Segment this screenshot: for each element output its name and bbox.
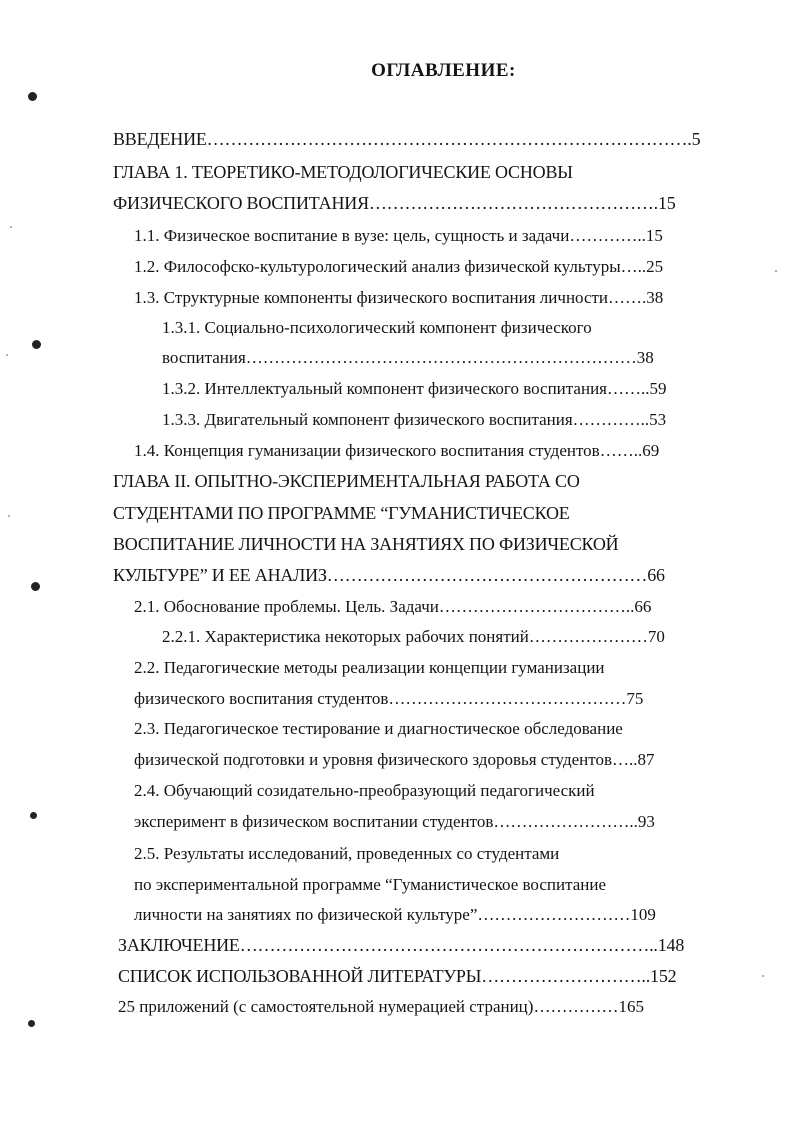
toc-section-1-2: 1.2. Философско-культурологический анализ физической культуры…..25 [134,257,664,276]
toc-chapter-2-title: ГЛАВА II. ОПЫТНО-ЭКСПЕРИМЕНТАЛЬНАЯ РАБОТА СО [113,471,580,491]
toc-section-2-2-1: 2.2.1. Характеристика некоторых рабочих понятий…………………70 [162,627,665,646]
toc-section-2-2-cont: физического воспитания студентов……………………………………75 [134,689,644,708]
toc-chapter-2-title-cont-3: КУЛЬТУРЕ” И ЕЕ АНАЛИЗ………………………………………………66 [113,565,665,585]
toc-chapter-1-title: ГЛАВА 1. ТЕОРЕТИКО-МЕТОДОЛОГИЧЕСКИЕ ОСНОВЫ [113,162,573,182]
toc-section-2-4-cont: эксперимент в физическом воспитании студентов……………………..93 [134,812,655,831]
toc-section-1-4: 1.4. Концепция гуманизации физического воспитания студентов……..69 [134,441,660,460]
toc-section-1-3-1: 1.3.1. Социально-психологический компонент физического [162,318,592,337]
toc-section-1-3-1-cont: воспитания……………………………………………………………38 [162,348,654,367]
toc-section-2-3-cont: физической подготовки и уровня физического здоровья студентов…..87 [134,750,655,769]
toc-appendices: 25 приложений (с самостоятельной нумерацией страниц)……………165 [118,997,644,1016]
toc-chapter-2-title-cont-1: СТУДЕНТАМИ ПО ПРОГРАММЕ “ГУМАНИСТИЧЕСКОЕ [113,503,570,523]
scan-speck [8,515,10,517]
scan-speck [762,975,764,977]
toc-section-1-3-2: 1.3.2. Интеллектуальный компонент физического воспитания……..59 [162,379,667,398]
toc-section-2-5: 2.5. Результаты исследований, проведенных со студентами [134,844,560,863]
binding-hole-mark [28,1020,35,1027]
scan-speck [6,354,8,356]
toc-section-2-4: 2.4. Обучающий созидательно-преобразующий педагогический [134,781,595,800]
binding-hole-mark [28,92,37,101]
binding-hole-mark [30,812,37,819]
toc-chapter-1-title-cont: ФИЗИЧЕСКОГО ВОСПИТАНИЯ………………………………………….15 [113,193,676,213]
toc-section-2-2: 2.2. Педагогические методы реализации концепции гуманизации [134,658,605,677]
toc-references: СПИСОК ИСПОЛЬЗОВАННОЙ ЛИТЕРАТУРЫ………………………..152 [118,966,677,986]
toc-section-2-1: 2.1. Обоснование проблемы. Цель. Задачи……………………………..66 [134,597,652,616]
binding-hole-mark [31,582,40,591]
scan-speck [775,270,777,272]
toc-intro: ВВЕДЕНИЕ……………………………………………………………………….5 [113,129,701,149]
binding-hole-mark [32,340,41,349]
toc-conclusion: ЗАКЛЮЧЕНИЕ……………………………………………………………..148 [118,935,685,955]
toc-chapter-2-title-cont-2: ВОСПИТАНИЕ ЛИЧНОСТИ НА ЗАНЯТИЯХ ПО ФИЗИЧЕСКОЙ [113,534,619,554]
toc-section-2-5-cont-1: по экспериментальной программе “Гуманистическое воспитание [134,875,607,894]
toc-section-2-5-cont-2: личности на занятиях по физической культуре”………………………109 [134,905,656,924]
page-title: ОГЛАВЛЕНИЕ: [371,60,516,81]
toc-section-1-3: 1.3. Структурные компоненты физического воспитания личности…….38 [134,288,664,307]
toc-section-2-3: 2.3. Педагогическое тестирование и диагностическое обследование [134,719,623,738]
toc-section-1-1: 1.1. Физическое воспитание в вузе: цель, сущность и задачи…………..15 [134,226,663,245]
scan-speck [10,226,12,228]
toc-section-1-3-3: 1.3.3. Двигательный компонент физического воспитания…………..53 [162,410,667,429]
